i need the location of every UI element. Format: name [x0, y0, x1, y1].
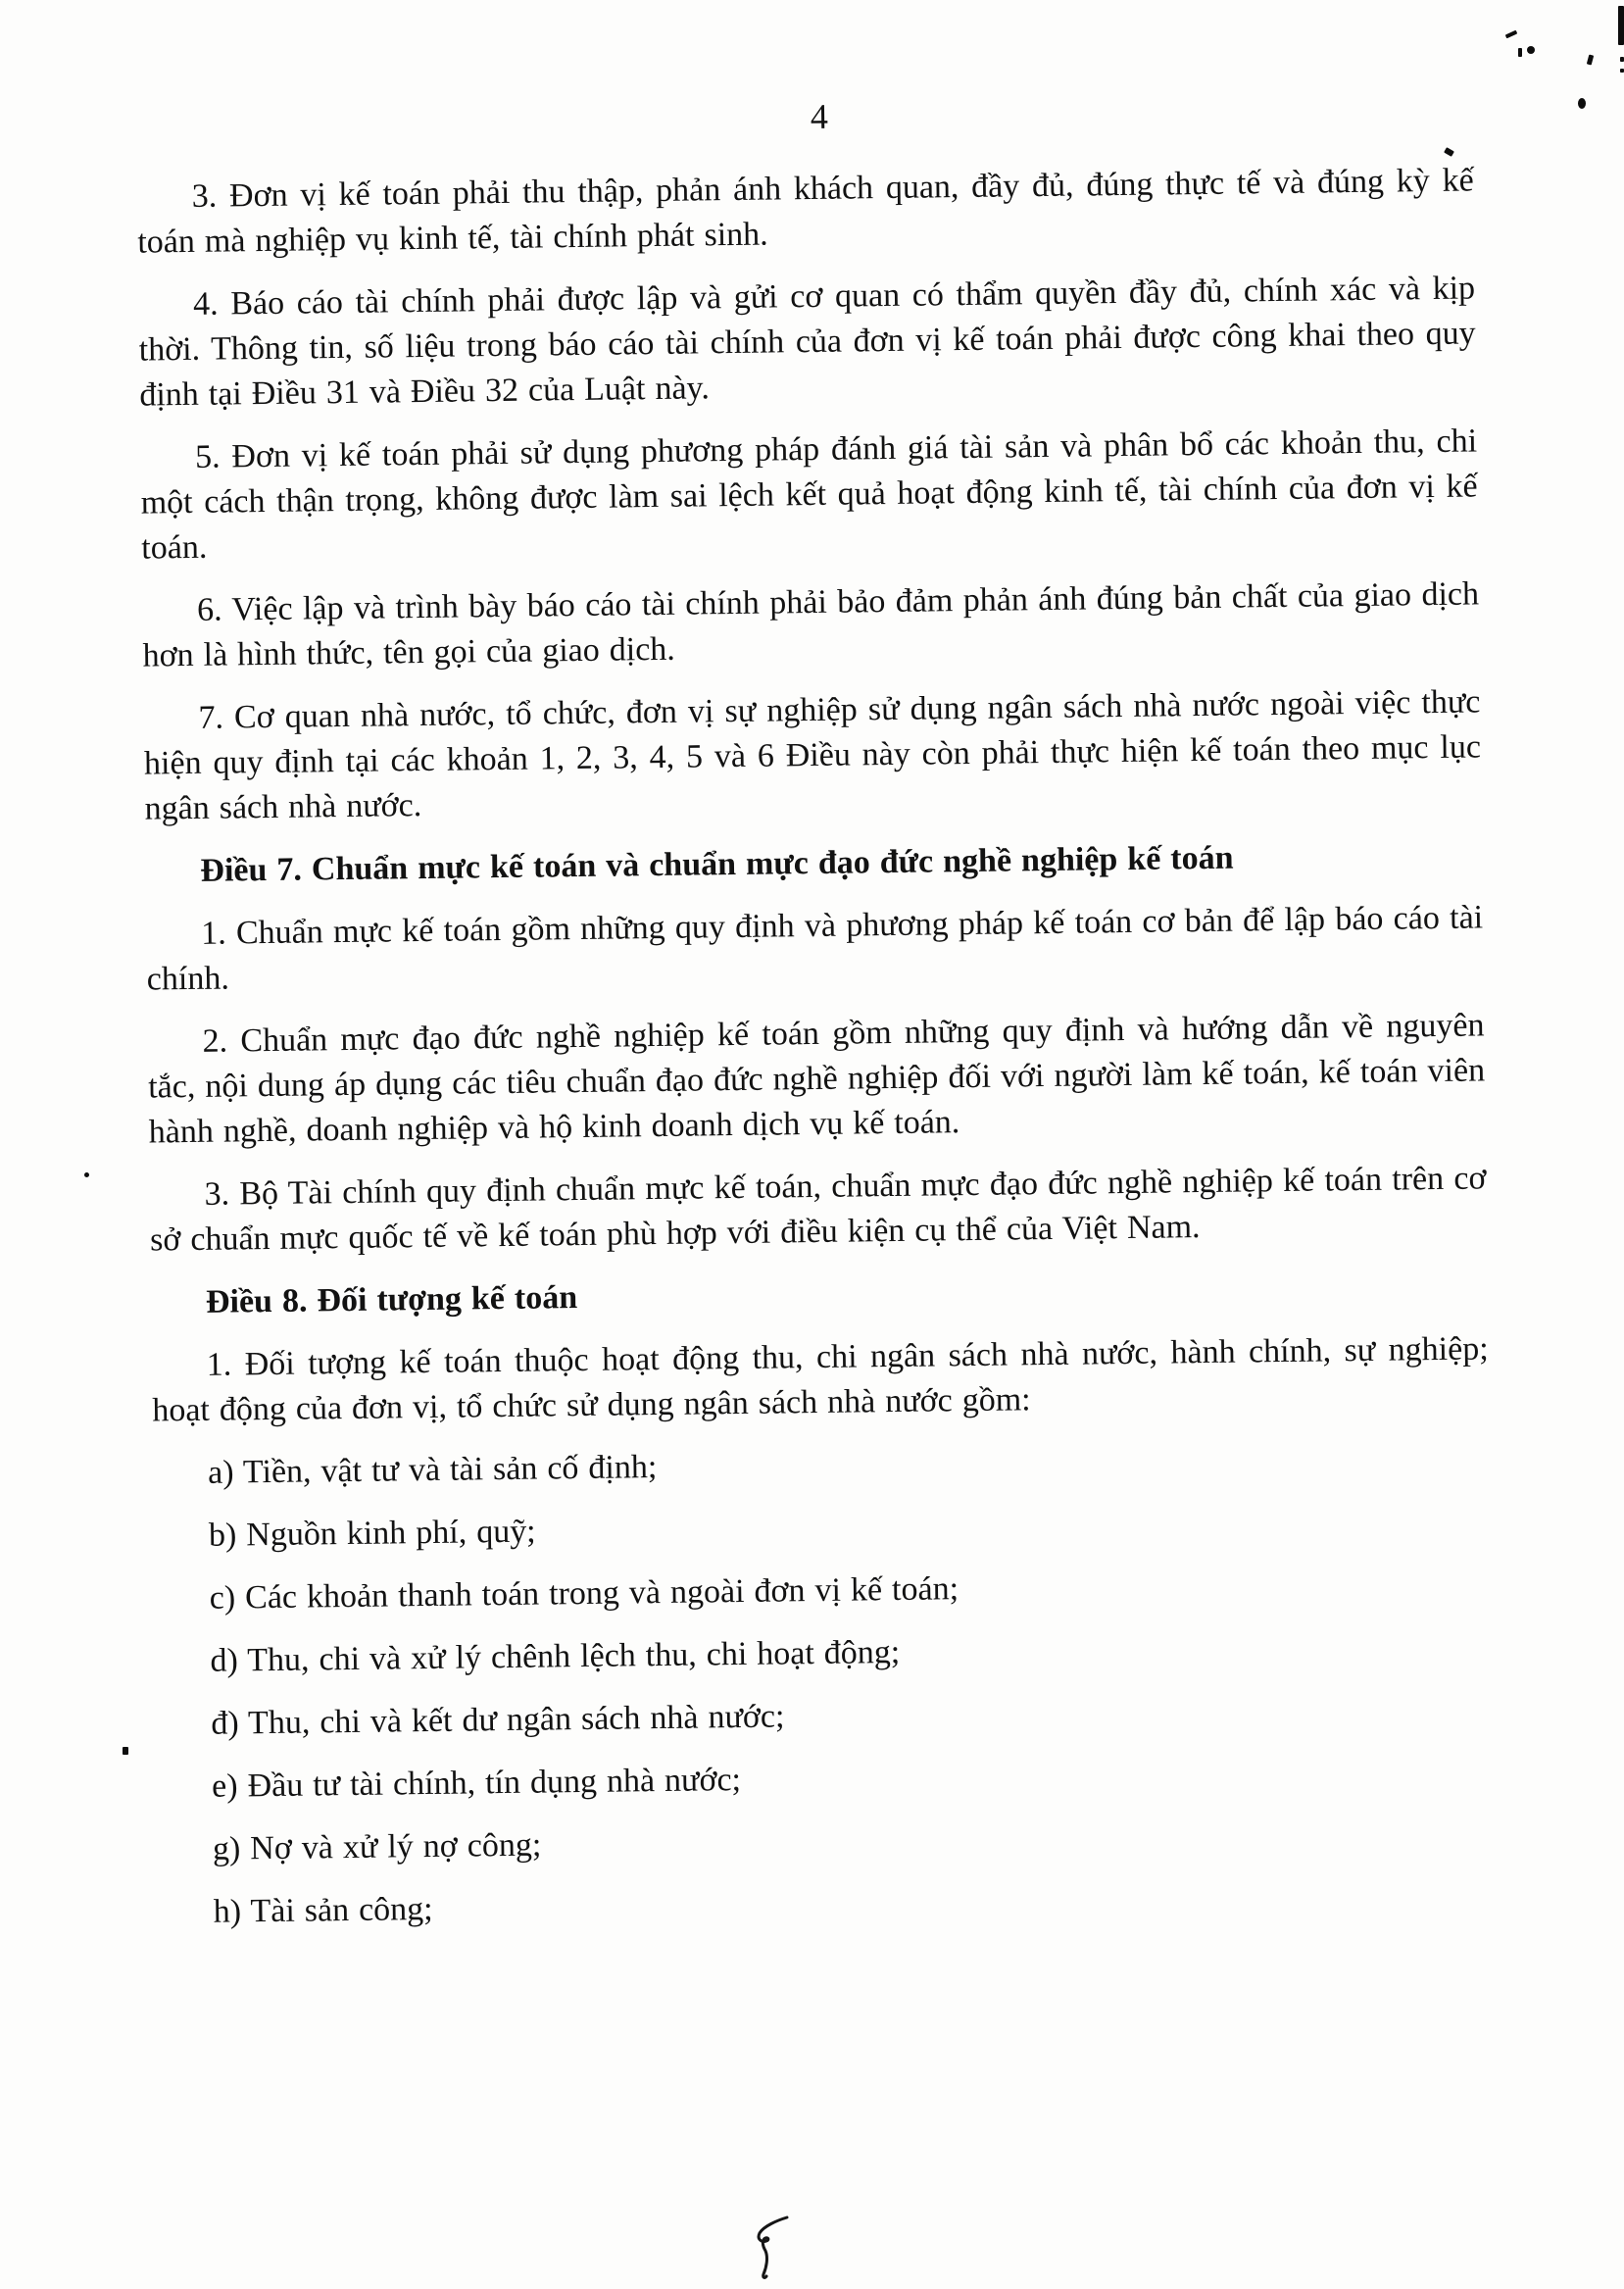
scan-speck	[84, 1172, 89, 1177]
handwritten-squiggle-mark	[748, 2214, 795, 2284]
scan-speck	[1527, 46, 1535, 54]
list-item: h) Tài sản công;	[213, 1890, 433, 1930]
list-item: b) Nguồn kinh phí, quỹ;	[208, 1513, 536, 1554]
list-item: e) Đầu tư tài chính, tín dụng nhà nước;	[211, 1762, 742, 1805]
paragraph: 6. Việc lập và trình bày báo cáo tài chính phải bảo đảm phản ánh đúng bản chất của giao dịch hơn là hình thức, tên gọi của giao dịch.	[142, 575, 1480, 674]
scan-speck	[1587, 55, 1594, 66]
scan-speck	[1620, 69, 1624, 73]
scan-speck	[1578, 98, 1586, 109]
scan-speck	[1618, 6, 1624, 45]
page-number: 4	[810, 96, 829, 136]
list-item: g) Nợ và xử lý nợ công;	[212, 1826, 542, 1867]
section-heading-dieu-8: Điều 8. Đối tượng kế toán	[205, 1279, 578, 1320]
scan-speck	[123, 1747, 128, 1755]
section-heading-dieu-7: Điều 7. Chuẩn mực kế toán và chuẩn mực đạo đức nghề nghiệp kế toán	[200, 839, 1234, 889]
scan-speck	[1620, 57, 1624, 62]
paragraph: 3. Bộ Tài chính quy định chuẩn mực kế toán, chuẩn mực đạo đức nghề nghiệp kế toán trên cơ sở chuẩn mực quốc tế về kế toán phù hợp với điều kiện cụ thể của Việt Nam.	[149, 1160, 1487, 1259]
paragraph: 7. Cơ quan nhà nước, tổ chức, đơn vị sự nghiệp sử dụng ngân sách nhà nước ngoài việc thực hiện quy định tại các khoản 1, 2, 3, 4, 5 và 6 Điều này còn phải thực hiện kế toán theo mục lục ngân sách nhà nước.	[143, 683, 1482, 827]
paragraph: 1. Chuẩn mực kế toán gồm những quy định và phương pháp kế toán cơ bản để lập báo cáo tài chính.	[146, 899, 1484, 998]
scan-speck	[1505, 30, 1518, 39]
paragraph: 2. Chuẩn mực đạo đức nghề nghiệp kế toán gồm những quy định và hướng dẫn về nguyên tắc, nội dung áp dụng các tiêu chuẩn đạo đức nghề nghiệp đối với người làm kế toán, kế toán viên hành nghề, doanh nghiệp và hộ kinh doanh dịch vụ kế toán.	[147, 1007, 1486, 1151]
paragraph: 1. Đối tượng kế toán thuộc hoạt động thu, chi ngân sách nhà nước, hành chính, sự nghiệp; hoạt động của đơn vị, tổ chức sử dụng ngân sách nhà nước gồm:	[152, 1330, 1489, 1429]
list-item: a) Tiền, vật tư và tài sản cố định;	[207, 1449, 658, 1491]
page-content	[136, 85, 1497, 1953]
scan-speck	[1518, 48, 1522, 57]
list-item: d) Thu, chi và xử lý chênh lệch thu, chi hoạt động;	[210, 1633, 901, 1679]
list-item: đ) Thu, chi và kết dư ngân sách nhà nước;	[211, 1698, 785, 1742]
paragraph: 5. Đơn vị kế toán phải sử dụng phương pháp đánh giá tài sản và phân bổ các khoản thu, chi một cách thận trọng, không được làm sai lệch kết quả hoạt động kinh tế, tài chính của đơn vị kế toán.	[140, 423, 1478, 567]
paragraph: 4. Báo cáo tài chính phải được lập và gửi cơ quan có thẩm quyền đầy đủ, chính xác và kịp thời. Thông tin, số liệu trong báo cáo tài chính của đơn vị kế toán phải được công khai theo quy định tại Điều 31 và Điều 32 của Luật này.	[138, 270, 1476, 414]
list-item: c) Các khoản thanh toán trong và ngoài đơn vị kế toán;	[209, 1570, 960, 1617]
paragraph: 3. Đơn vị kế toán phải thu thập, phản ánh khách quan, đầy đủ, đúng thực tế và đúng kỳ kế toán mà nghiệp vụ kinh tế, tài chính phát sinh.	[137, 162, 1474, 261]
